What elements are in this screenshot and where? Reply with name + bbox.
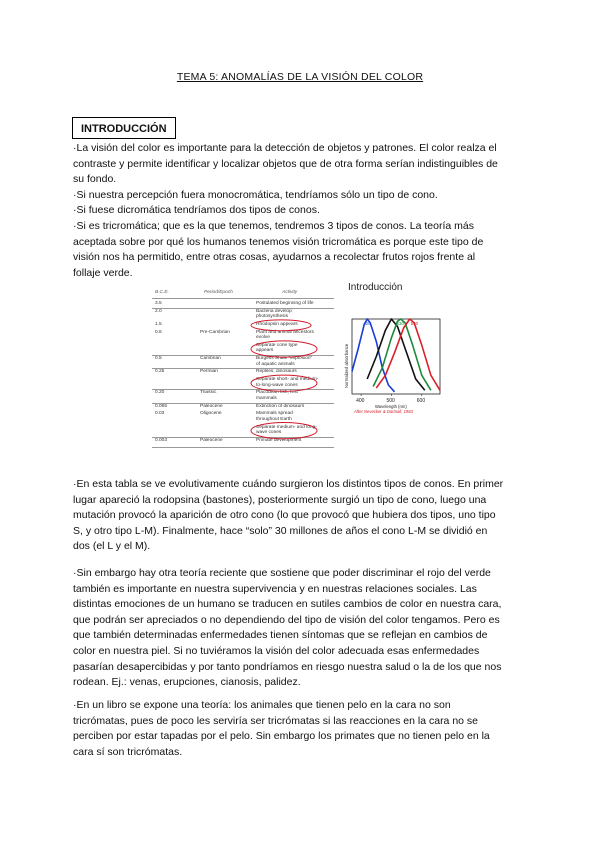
paragraph-intro (73, 141, 529, 281)
table-cell-activity-line: Plant and animal ancestors (256, 329, 314, 335)
table-cell-period: Triassic (200, 390, 217, 396)
table-cell-bce: 0.25 (155, 369, 165, 375)
paragraph-line: tricrómatas, pues de poco les serviría ser tricrómatas si las reacciones en la cara no se (73, 714, 479, 727)
paragraph-line: mutación provocó la aparición de otro cono (lo que provocó que hubiera dos tipos, uno tipo (73, 509, 496, 522)
paragraph-line: visión nos ha permitido, entre otras cosas, ayudarnos a recolectar frutos rojos frente al (73, 251, 476, 264)
peak-label: 420 (363, 321, 371, 326)
table-cell-activity-line: Extinction of dinosaurs (256, 403, 305, 409)
table-cell-period: Paleocene (200, 437, 223, 443)
paragraph-line: follaje verde. (73, 266, 133, 279)
table-cell-activity-line: Reptiles, dinosaurs (256, 369, 297, 375)
paragraph-line: aceptada sobre por qué los humanos tenemos visión tricromática es porque este tipo de (73, 235, 484, 248)
table-cell-activity-line: to-long-wave cones (256, 382, 298, 388)
table-cell-bce: 0.20 (155, 390, 165, 396)
paragraph-line: también es importante en nuestra supervivencia y en nuestras relaciones sociales. Las (73, 582, 477, 595)
table-cell-activity-line: Bacteria develop (256, 308, 292, 314)
chart-title: Introducción (348, 282, 403, 293)
table-cell-activity-line: Rhodopsin appears (256, 322, 298, 327)
table-cell-bce: 0.065 (155, 403, 168, 409)
paragraph-line: que podrán ser apreciados o no dependiendo del tipo de visión del color tengamos. Pero es (73, 613, 500, 626)
table-cell-activity-line: Separate medium- and long- (256, 424, 317, 430)
table-cell-activity-line: Separate cone type (256, 343, 298, 348)
table-cell-period: Permian (200, 369, 218, 375)
paragraph-line: S, y otro tipo L-M). Finalmente, hace “solo” 30 millones de años el cono L-M se dividió en (73, 524, 488, 537)
paragraph-line: perciben por estar tapadas por el pelo. Sin embargo los primates que no tienen pelo en la (73, 730, 490, 743)
table-cell-activity-line: Postulated beginning of life (256, 301, 314, 306)
table-cell-activity-line: of aquatic animals (256, 361, 295, 367)
paragraph-line: que también determinadas enfermedades tienen síntomas que se reflejan en cambios de (73, 629, 488, 642)
paragraph-line: ·Si fuese dicromática tendríamos dos tipos de conos. (73, 204, 320, 217)
peak-label: 530 (396, 321, 405, 326)
table-cell-bce: 3.5 (155, 301, 162, 306)
table-header-activity: Activity (282, 290, 298, 295)
paragraph-table-explanation (73, 477, 529, 555)
table-circle-annotations (152, 284, 334, 459)
document-title: TEMA 5: ANOMALÍAS DE LA VISIÓN DEL COLOR (176, 71, 424, 83)
absorbance-chart (340, 284, 445, 459)
table-cell-activity-line: appears (256, 348, 274, 354)
table-cell-period: Pre-Cambrian (200, 329, 230, 335)
paragraph-line: distintas emociones de un humano se traducen en sutiles cambios de color en nuestra cara, (73, 598, 502, 611)
chart-plot (340, 284, 445, 459)
paragraph-social-theory (73, 566, 529, 691)
table-cell-activity-line: evolve (256, 335, 270, 341)
chart-credit: After Nevecker & Dartnall, 1983 (354, 409, 413, 414)
table-cell-activity-line: wave cones (256, 430, 282, 435)
paragraph-line: ·Si nuestra percepción fuera monocromática, tendríamos sólo un tipo de cono. (73, 188, 438, 201)
section-heading-box: INTRODUCCIÓN (72, 117, 176, 139)
red-circle-annotation (251, 423, 317, 439)
paragraph-line: ·Si es tricromática; que es la que tenemos, tendremos 3 tipos de conos. La teoría más (73, 219, 474, 232)
table-cell-period: Paleocene (200, 403, 223, 409)
series-line (352, 319, 395, 392)
paragraph-line: color en nuestra piel. Si no tuviéramos la visión del color adecuada esas enfermedades (73, 644, 480, 657)
paragraph-line: contraste y permite identificar y localizar objetos que de otra forma serían indistinguibles de (73, 157, 498, 170)
peak-label: 560 (410, 321, 419, 326)
red-circle-annotation (251, 341, 317, 357)
table-cell-activity-line: mammals (256, 395, 277, 401)
x-axis-label: Wavelength (nm) (375, 404, 407, 409)
table-cell-period: Cambrian (200, 356, 221, 362)
paragraph-line: cara sí son tricrómatas. (73, 745, 183, 758)
paragraph-line: su fondo. (73, 173, 117, 186)
paragraph-line: lugar apareció la rodopsina (bastones), posteriormente surgió un tipo de cono, luego una (73, 493, 487, 506)
table-cell-bce: 2.0 (155, 308, 162, 314)
x-tick-label: 600 (416, 398, 426, 404)
table-header-period: Period/Epoch (204, 290, 233, 295)
paragraph-line: ·La visión del color es importante para la detección de objetos y patrones. El color realza el (73, 142, 497, 154)
paragraph-book-theory (73, 698, 529, 760)
table-cell-bce: 0.03 (155, 411, 165, 417)
paragraph-line: ·Sin embargo hay otra teoría reciente que sostiene que poder discriminar el rojo del verde (73, 567, 491, 579)
paragraph-line: ·En esta tabla se ve evolutivamente cuándo surgieron los distintos tipos de conos. En primer (73, 478, 504, 490)
evolution-figure (152, 284, 445, 459)
y-axis-label: Normalized absorbance (344, 343, 349, 388)
table-cell-activity-line: photosynthesis (256, 314, 288, 320)
red-circle-annotation (251, 375, 317, 391)
table-cell-activity-line: Mammals spread (256, 411, 293, 417)
x-tick-label: 400 (356, 398, 365, 404)
paragraph-line: ·En un libro se expone una teoría: los animales que tienen pelo en la cara no son (73, 699, 451, 711)
paragraph-line: rodean. Ej.: venas, erupciones, cianosis, palidez. (73, 676, 301, 689)
cone-evolution-table (152, 284, 334, 459)
table-cell-activity-line: Primate development (256, 437, 302, 443)
table-cell-activity-line: Separate short- and medium- (256, 377, 319, 383)
x-tick-label: 500 (386, 398, 395, 404)
red-circle-annotation (251, 320, 311, 331)
table-cell-bce: 1.5 (155, 322, 162, 327)
table-cell-activity-line: throughout Earth (256, 416, 292, 422)
table-cell-bce: 0.8 (155, 329, 162, 335)
table-header-bce: B.C.E. (155, 290, 169, 295)
table-cell-activity-line: Burgess Shale "explosion" (256, 356, 313, 362)
table-cell-activity-line: Placodean fish, first (256, 390, 298, 396)
paragraph-line: pasarían desapercibidas y por tanto pondríamos en riesgo nuestra salud o la de los que nos (73, 660, 502, 673)
table-cell-period: Oligocene (200, 411, 222, 417)
table-cell-bce: 0.5 (155, 356, 162, 362)
table-cell-bce: 0.003 (155, 437, 168, 443)
paragraph-line: dos (el L y el M). (73, 540, 151, 553)
